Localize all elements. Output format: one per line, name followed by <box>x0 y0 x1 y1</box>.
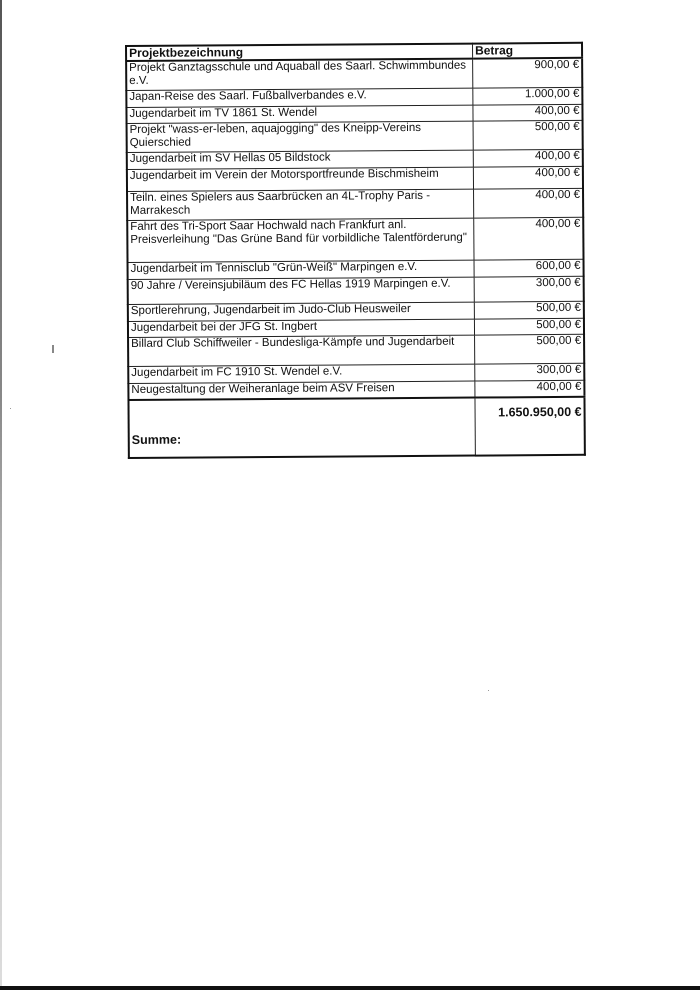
table-row <box>127 166 583 191</box>
scan-edge-bottom <box>0 986 700 990</box>
total-amount: 1.650.950,00 € <box>475 397 585 456</box>
row-amount: 400,00 € <box>475 380 585 398</box>
row-amount: 600,00 € <box>474 259 584 277</box>
row-description: Jugendarbeit im Verein der Motorsportfreunde Bischmisheim <box>127 167 474 191</box>
table-row <box>128 276 584 304</box>
row-description: Jugendarbeit im FC 1910 St. Wendel e.V. <box>128 364 475 383</box>
row-description: Japan-Reise des Saarl. Fußballverbandes e.V. <box>126 88 473 107</box>
row-description: Teiln. eines Spielers aus Saarbrücken an 4L-Trophy Paris - Marrakesch <box>127 189 474 220</box>
scan-speck <box>10 408 11 409</box>
row-description: Jugendarbeit im SV Hellas 05 Bildstock <box>127 150 474 169</box>
row-description: Billard Club Schiffweiler - Bundesliga-Kämpfe und Jugendarbeit <box>128 335 475 366</box>
row-description: Sportlerehrung, Jugendarbeit im Judo-Club Heusweiler <box>128 302 475 321</box>
row-description: Jugendarbeit im TV 1861 St. Wendel <box>126 105 473 123</box>
row-description: Fahrt des Tri-Sport Saar Hochwald nach Frankfurt anl. Preisverleihung "Das Grüne Band für vorbildliche Talentförderung" <box>127 218 474 262</box>
row-amount: 500,00 € <box>474 301 584 319</box>
row-description: Projekt Ganztagsschule und Aquaball des Saarl. Schwimmbundes e.V. <box>126 59 473 90</box>
row-amount: 500,00 € <box>474 318 584 335</box>
row-description: 90 Jahre / Vereinsjubiläum des FC Hellas 1919 Marpingen e.V. <box>128 277 475 304</box>
header-description: Projektbezeichnung <box>126 44 473 61</box>
row-description: Jugendarbeit im Tennisclub "Grün-Weiß" Marpingen e.V. <box>128 260 475 279</box>
table-row <box>127 120 583 152</box>
row-amount: 500,00 € <box>473 120 583 150</box>
total-row <box>128 397 584 458</box>
scan-speck <box>52 345 54 353</box>
row-amount: 900,00 € <box>473 58 583 88</box>
table-row <box>127 217 583 262</box>
row-description: Projekt "wass-er-leben, aquajogging" des Kneipp-Vereins Quierschied <box>127 121 474 152</box>
scan-speck <box>488 690 489 691</box>
row-description: Jugendarbeit bei der JFG St. Ingbert <box>128 319 475 337</box>
row-amount: 300,00 € <box>475 363 585 381</box>
row-amount: 400,00 € <box>473 104 583 121</box>
row-amount: 400,00 € <box>474 188 584 218</box>
row-amount: 400,00 € <box>474 217 584 260</box>
table-row <box>127 188 583 220</box>
header-amount: Betrag <box>472 43 582 59</box>
row-amount: 500,00 € <box>475 334 585 364</box>
row-amount: 1.000,00 € <box>473 87 583 105</box>
table-row <box>126 58 582 90</box>
total-label: Summe: <box>128 398 475 458</box>
row-amount: 300,00 € <box>474 276 584 302</box>
project-funding-table <box>125 42 586 459</box>
row-amount: 400,00 € <box>473 149 583 167</box>
scan-edge-left <box>0 0 2 990</box>
table-row <box>128 334 584 366</box>
row-description: Neugestaltung der Weiheranlage beim ASV Freisen <box>128 381 475 400</box>
row-amount: 400,00 € <box>473 166 583 189</box>
